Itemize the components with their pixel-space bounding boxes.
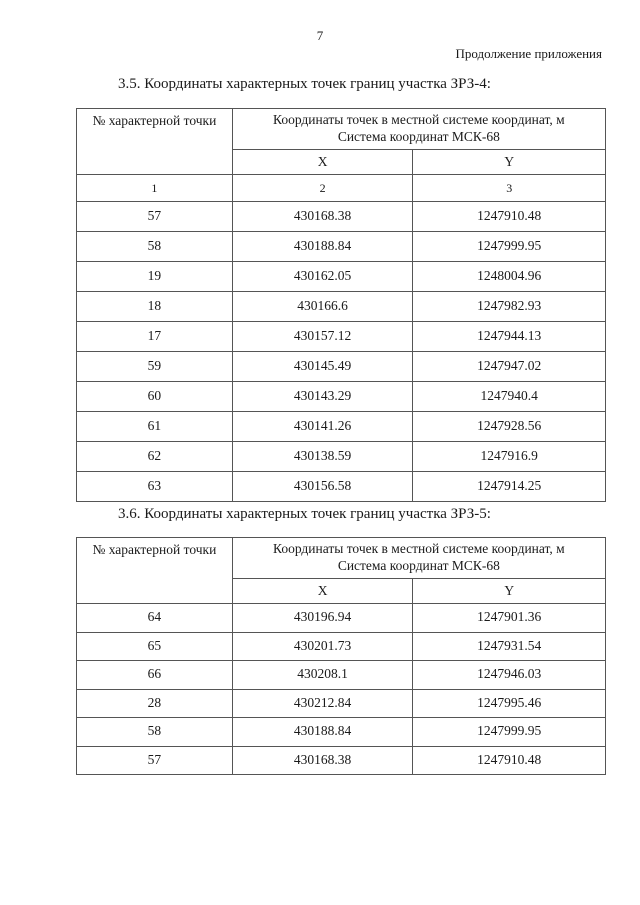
table-row: [77, 382, 606, 412]
header-x: X: [232, 579, 413, 604]
y-coordinate-cell: 1247931.54: [413, 632, 606, 661]
y-coordinate-cell: 1247928.56: [413, 412, 606, 442]
table-row: [77, 604, 606, 633]
point-number-cell: 17: [77, 322, 233, 352]
header-x: X: [232, 150, 413, 175]
point-number-cell: 58: [77, 718, 233, 747]
column-index: 2: [232, 175, 413, 202]
x-coordinate-cell: 430196.94: [232, 604, 413, 633]
header-coordinates-line1: Координаты точек в местной системе координат, м: [273, 541, 565, 557]
table-row: [77, 322, 606, 352]
column-index: 3: [413, 175, 606, 202]
y-coordinate-cell: 1247995.46: [413, 689, 606, 718]
point-number-cell: 60: [77, 382, 233, 412]
table-row: [77, 746, 606, 775]
x-coordinate-cell: 430188.84: [232, 718, 413, 747]
table-row: [77, 718, 606, 747]
y-coordinate-cell: 1247982.93: [413, 292, 606, 322]
table-row: [77, 472, 606, 502]
x-coordinate-cell: 430138.59: [232, 442, 413, 472]
section-title-zrz-4: 3.5. Координаты характерных точек границ участка ЗРЗ-4:: [118, 76, 491, 92]
y-coordinate-cell: 1247999.95: [413, 718, 606, 747]
point-number-cell: 18: [77, 292, 233, 322]
header-y: Y: [413, 150, 606, 175]
x-coordinate-cell: 430212.84: [232, 689, 413, 718]
continuation-label: Продолжение приложения: [455, 46, 602, 61]
column-index: 1: [77, 175, 233, 202]
x-coordinate-cell: 430145.49: [232, 352, 413, 382]
header-y: Y: [413, 579, 606, 604]
x-coordinate-cell: 430141.26: [232, 412, 413, 442]
table-row: [77, 202, 606, 232]
x-coordinate-cell: 430201.73: [232, 632, 413, 661]
x-coordinate-cell: 430166.6: [232, 292, 413, 322]
point-number-cell: 28: [77, 689, 233, 718]
y-coordinate-cell: 1247901.36: [413, 604, 606, 633]
coordinates-table-zrz-5: [76, 537, 606, 775]
header-coordinates-line2: Система координат МСК-68: [337, 558, 500, 573]
table-row: [77, 632, 606, 661]
point-number-cell: 63: [77, 472, 233, 502]
y-coordinate-cell: 1247910.48: [413, 746, 606, 775]
x-coordinate-cell: 430143.29: [232, 382, 413, 412]
table-row: [77, 292, 606, 322]
table-row: [77, 352, 606, 382]
point-number-cell: 65: [77, 632, 233, 661]
y-coordinate-cell: 1247910.48: [413, 202, 606, 232]
y-coordinate-cell: 1247916.9: [413, 442, 606, 472]
x-coordinate-cell: 430157.12: [232, 322, 413, 352]
header-coordinates-line1: Координаты точек в местной системе координат, м: [273, 112, 565, 128]
y-coordinate-cell: 1247914.25: [413, 472, 606, 502]
header-point-number: № характерной точки: [77, 538, 233, 604]
y-coordinate-cell: 1248004.96: [413, 262, 606, 292]
x-coordinate-cell: 430208.1: [232, 661, 413, 690]
point-number-cell: 64: [77, 604, 233, 633]
table-row: [77, 442, 606, 472]
point-number-cell: 19: [77, 262, 233, 292]
page-number: 7: [316, 28, 324, 43]
table-row: [77, 262, 606, 292]
table-row: [77, 689, 606, 718]
table-row: [77, 661, 606, 690]
section-title-zrz-5: 3.6. Координаты характерных точек границ участка ЗРЗ-5:: [118, 506, 491, 522]
x-coordinate-cell: 430168.38: [232, 202, 413, 232]
x-coordinate-cell: 430188.84: [232, 232, 413, 262]
table-row: [77, 412, 606, 442]
coordinates-table-zrz-4: [76, 108, 606, 502]
point-number-cell: 59: [77, 352, 233, 382]
header-coordinates-line2: Система координат МСК-68: [337, 129, 500, 144]
point-number-cell: 62: [77, 442, 233, 472]
x-coordinate-cell: 430156.58: [232, 472, 413, 502]
point-number-cell: 66: [77, 661, 233, 690]
column-index-row: [77, 175, 606, 202]
header-coordinates: [232, 538, 605, 579]
table-row: [77, 232, 606, 262]
point-number-cell: 58: [77, 232, 233, 262]
point-number-cell: 61: [77, 412, 233, 442]
y-coordinate-cell: 1247940.4: [413, 382, 606, 412]
y-coordinate-cell: 1247946.03: [413, 661, 606, 690]
y-coordinate-cell: 1247999.95: [413, 232, 606, 262]
y-coordinate-cell: 1247944.13: [413, 322, 606, 352]
x-coordinate-cell: 430162.05: [232, 262, 413, 292]
header-coordinates: [232, 109, 605, 150]
point-number-cell: 57: [77, 746, 233, 775]
header-point-number: № характерной точки: [77, 109, 233, 175]
y-coordinate-cell: 1247947.02: [413, 352, 606, 382]
x-coordinate-cell: 430168.38: [232, 746, 413, 775]
point-number-cell: 57: [77, 202, 233, 232]
